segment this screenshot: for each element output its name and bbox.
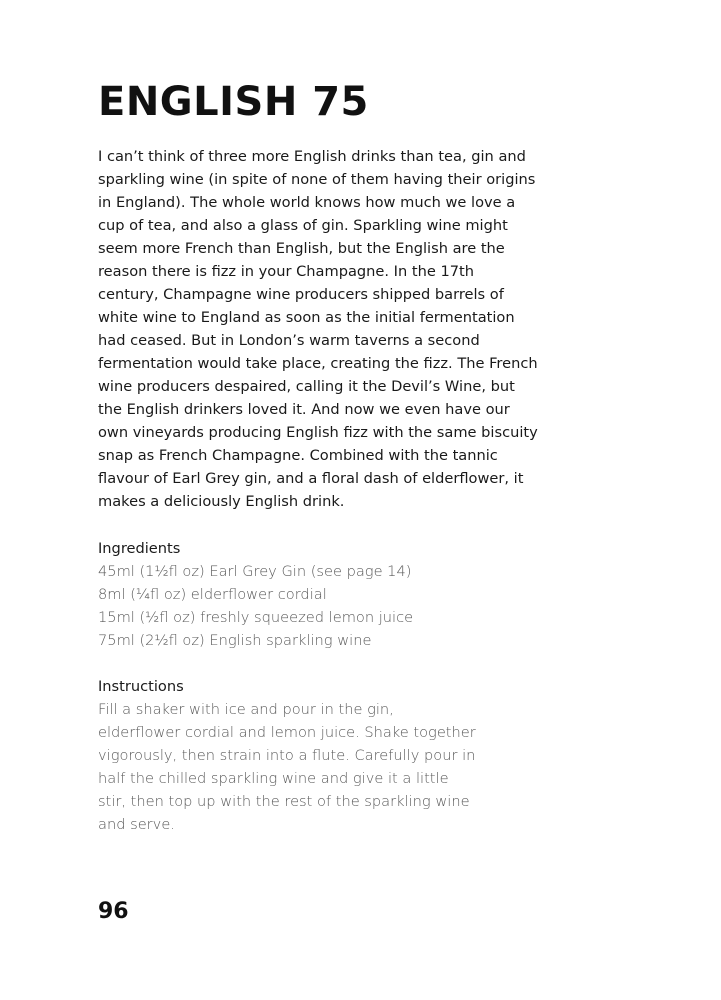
ingredient-item: 8ml (¼fl oz) elderflower cordial [98,586,327,603]
instructions-section [98,675,538,836]
ingredient-item: 75ml (2½fl oz) English sparkling wine [98,632,372,649]
recipe-intro: I can’t think of three more English drinks than tea, gin and sparkling wine (in spite of none of them having their origins in England). The whole world knows how much we love a cup of tea, and also a glass of gin. Sparkling wine might seem more French than English, but the English are the reason there is fizz in your Champagne. In the 17th century, Champagne wine producers shipped barrels of white wine to England as soon as the initial fermentation had ceased. But in London’s warm taverns a second fermentation would take place, creating the fizz. The French wine producers despaired, calling it the Devil’s Wine, but the English drinkers loved it. And now we even have our own vineyards producing English fizz with the same biscuity snap as French Champagne. Combined with the tannic flavour of Earl Grey gin, and a floral dash of elderflower, it makes a deliciously English drink. [98,148,538,510]
instructions-text: Fill a shaker with ice and pour in the gin, elderflower cordial and lemon juice. Shake together vigorously, then strain into a flute. Carefully pour in half the chilled sparkling wine and give it a little stir, then top up with the rest of the sparkling wine and serve. [98,701,476,833]
ingredients-heading: Ingredients [98,540,181,557]
ingredients-section [98,537,538,652]
page-number: 96 [98,899,129,924]
ingredient-list [98,560,538,652]
ingredient-item: 15ml (½fl oz) freshly squeezed lemon juice [98,609,414,626]
instructions-heading: Instructions [98,678,184,695]
ingredient-item: 45ml (1½fl oz) Earl Grey Gin (see page 14) [98,563,412,580]
recipe-title: ENGLISH 75 [98,79,369,125]
